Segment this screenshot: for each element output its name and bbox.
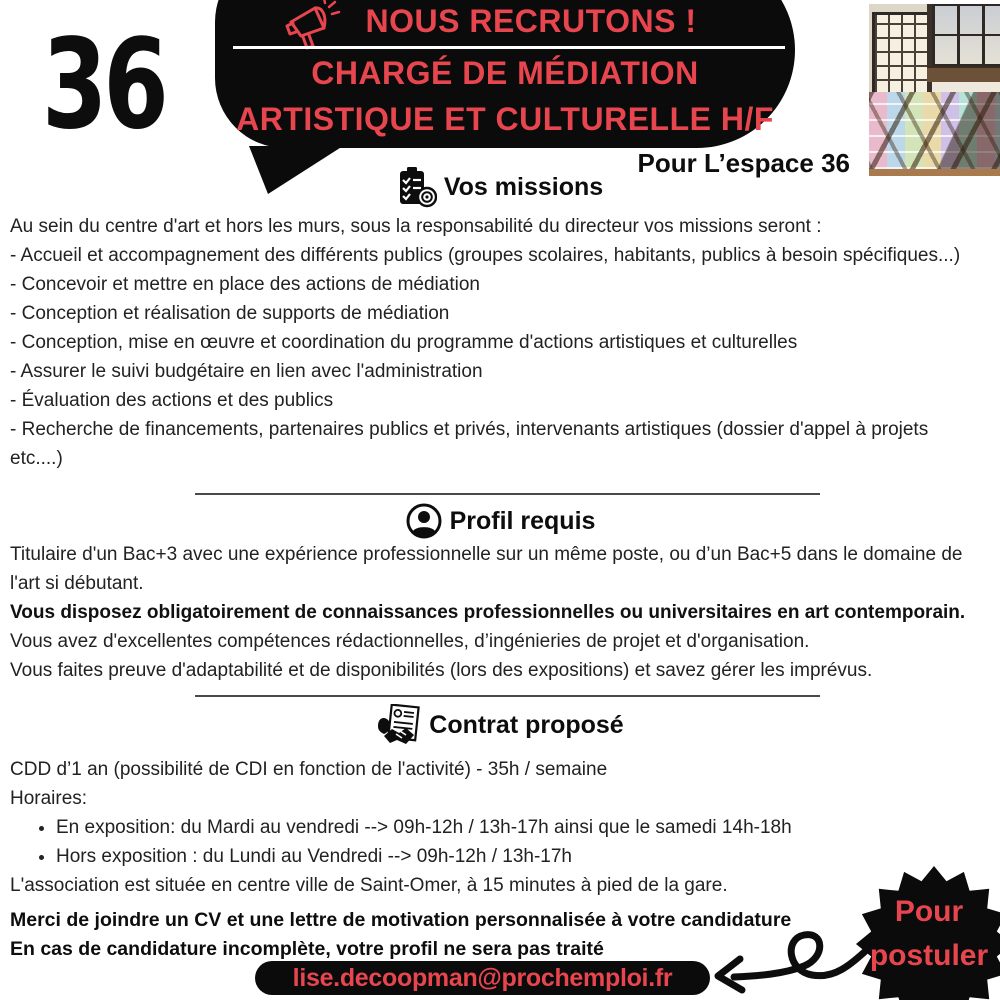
contrat-title: Contrat proposé [429, 710, 624, 739]
photo-window-sill [932, 82, 1000, 92]
profil-section-header [0, 502, 1000, 540]
photo-colored-tiles-floor [869, 92, 1000, 176]
bubble-headline: NOUS RECRUTONS ! [365, 3, 697, 39]
profil-title: Profil requis [449, 506, 596, 535]
gallery-photo [869, 4, 1000, 176]
photo-wood-beam [927, 66, 1000, 82]
bubble-role-line1: CHARGÉ DE MÉDIATION [311, 55, 699, 91]
curved-arrow-icon [700, 895, 880, 1000]
for-espace36-caption: Pour L’espace 36 [637, 148, 850, 178]
missions-text [10, 212, 985, 473]
contrat-section-header [0, 704, 1000, 746]
profil-paragraph: Vous avez d'excellentes compétences rédactionnelles, d’ingénieries de projet et d'organisation. [10, 631, 810, 652]
photo-shoji-window [872, 12, 930, 98]
application-notice-2: En cas de candidature incomplète, votre profil ne sera pas traité [10, 938, 604, 960]
mission-item: - Évaluation des actions et des publics [10, 390, 334, 411]
contrat-line1: CDD d’1 an (possibilité de CDI en fonction de l'activité) - 35h / semaine [10, 759, 608, 780]
bubble-divider [233, 46, 785, 49]
speech-bubble [215, 0, 795, 148]
person-icon [405, 502, 443, 540]
section-divider [195, 695, 820, 697]
schedule-list [10, 813, 985, 871]
profil-paragraph: Vous faites preuve d'adaptabilité et de disponibilités (lors des expositions) et savez gérer les imprévus. [10, 660, 873, 681]
mission-item: - Assurer le suivi budgétaire en lien avec l'administration [10, 361, 483, 382]
application-notice-1: Merci de joindre un CV et une lettre de motivation personnalisée à votre candidature [10, 909, 792, 931]
location-line: L'association est située en centre ville de Saint-Omer, à 15 minutes à pied de la gare. [10, 875, 728, 896]
badge-line2: postuler [869, 939, 989, 972]
logo-espace36: 36 [42, 13, 165, 158]
profil-paragraph-bold: Vous disposez obligatoirement de connaissances professionnelles ou universitaires en art contemporain. [10, 602, 966, 623]
missions-section-header [0, 166, 1000, 208]
mission-item: - Recherche de financements, partenaires publics et privés, intervenants artistiques (dossier d'appel à projets etc....) [10, 419, 929, 469]
photo-window-grid [932, 4, 1000, 66]
contrat-line2: Horaires: [10, 788, 88, 809]
missions-intro: Au sein du centre d'art et hors les murs, sous la responsabilité du directeur vos missions seront : [10, 216, 822, 237]
contrat-text [10, 755, 985, 900]
contact-email-button[interactable] [255, 961, 710, 995]
profil-paragraph: Titulaire d'un Bac+3 avec une expérience professionnelle sur un même poste, ou d’un Bac+5 dans le domaine de l'art si débutant. [10, 544, 963, 594]
contract-handshake-icon [376, 704, 422, 746]
checklist-target-icon [397, 166, 437, 208]
profil-text [10, 540, 985, 685]
contact-email: lise.decoopman@prochemploi.fr [292, 963, 673, 992]
schedule-item: • Hors exposition : du Lundi au Vendredi --> 09h-12h / 13h-17h [56, 842, 985, 871]
mission-item: - Concevoir et mettre en place des actions de médiation [10, 274, 480, 295]
bubble-role-line2: ARTISTIQUE ET CULTURELLE H/F [236, 101, 774, 137]
starburst-badge [854, 864, 1000, 1000]
mission-item: - Accueil et accompagnement des différents publics (groupes scolaires, habitants, publics à besoin spécifiques...) [10, 245, 961, 266]
mission-item: - Conception et réalisation de supports de médiation [10, 303, 450, 324]
schedule-item: • En exposition: du Mardi au vendredi --> 09h-12h / 13h-17h ainsi que le samedi 14h-18h [56, 813, 985, 842]
badge-line1: Pour [894, 895, 964, 928]
mission-item: - Conception, mise en œuvre et coordination du programme d'actions artistiques et culturelles [10, 332, 798, 353]
missions-title: Vos missions [443, 172, 604, 201]
section-divider [195, 493, 820, 495]
